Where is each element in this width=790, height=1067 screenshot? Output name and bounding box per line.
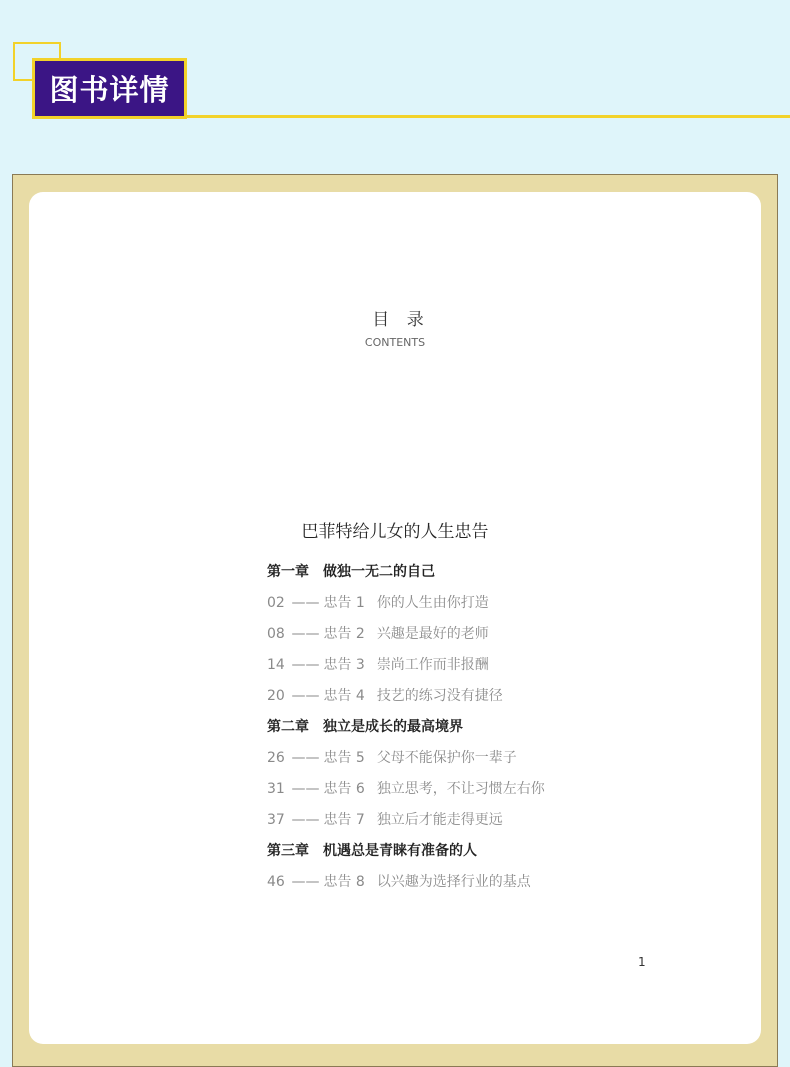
entry-page: 46 (267, 874, 285, 890)
book-title: 巴菲特给儿女的人生忠告 (301, 522, 489, 542)
entry-title: 你的人生由你打造 (376, 595, 489, 611)
entry-title: 崇尚工作而非报酬 (376, 657, 489, 673)
toc-entry (267, 622, 667, 653)
entry-dash: —— (291, 626, 320, 642)
entry-page: 14 (267, 657, 285, 673)
entry-page: 26 (267, 750, 285, 766)
header-banner (32, 58, 187, 119)
entry-label: 忠告 7 (323, 812, 365, 828)
entry-dash: —— (291, 595, 320, 611)
toc-list (267, 560, 667, 901)
toc-title: 目 录 (372, 310, 430, 330)
toc-entry (267, 808, 667, 839)
toc-entry (267, 684, 667, 715)
chapter-title: 机遇总是青睐有准备的人 (323, 843, 477, 859)
toc-entry (267, 746, 667, 777)
entry-page: 08 (267, 626, 285, 642)
entry-page: 37 (267, 812, 285, 828)
toc-subtitle: CONTENTS (364, 336, 426, 349)
entry-page: 20 (267, 688, 285, 704)
entry-page: 02 (267, 595, 285, 611)
entry-label: 忠告 4 (323, 688, 365, 704)
chapter-title: 做独一无二的自己 (323, 564, 435, 580)
banner-underline (186, 115, 790, 118)
chapter-number: 第三章 (267, 843, 309, 859)
chapter-heading (267, 715, 667, 746)
entry-dash: —— (291, 688, 320, 704)
entry-title: 兴趣是最好的老师 (376, 626, 489, 642)
entry-dash: —— (291, 750, 320, 766)
entry-title: 技艺的练习没有捷径 (376, 688, 503, 704)
toc-entry (267, 777, 667, 808)
chapter-number: 第一章 (267, 564, 309, 580)
entry-label: 忠告 1 (323, 595, 365, 611)
toc-entry (267, 653, 667, 684)
banner-title: 图书详情 (49, 73, 170, 107)
entry-title: 父母不能保护你一辈子 (376, 750, 517, 766)
entry-dash: —— (291, 781, 320, 797)
entry-label: 忠告 3 (323, 657, 365, 673)
page-number: 1 (638, 955, 646, 969)
entry-label: 忠告 5 (323, 750, 365, 766)
chapter-heading (267, 839, 667, 870)
entry-page: 31 (267, 781, 285, 797)
entry-label: 忠告 6 (323, 781, 365, 797)
chapter-heading (267, 560, 667, 591)
entry-title: 独立思考，不让习惯左右你 (376, 781, 545, 797)
chapter-number: 第二章 (267, 719, 309, 735)
toc-entry (267, 870, 667, 901)
entry-label: 忠告 8 (323, 874, 365, 890)
entry-title: 独立后才能走得更远 (376, 812, 503, 828)
entry-title: 以兴趣为选择行业的基点 (376, 874, 531, 890)
entry-label: 忠告 2 (323, 626, 365, 642)
chapter-title: 独立是成长的最高境界 (323, 719, 463, 735)
toc-entry (267, 591, 667, 622)
entry-dash: —— (291, 657, 320, 673)
entry-dash: —— (291, 812, 320, 828)
entry-dash: —— (291, 874, 320, 890)
